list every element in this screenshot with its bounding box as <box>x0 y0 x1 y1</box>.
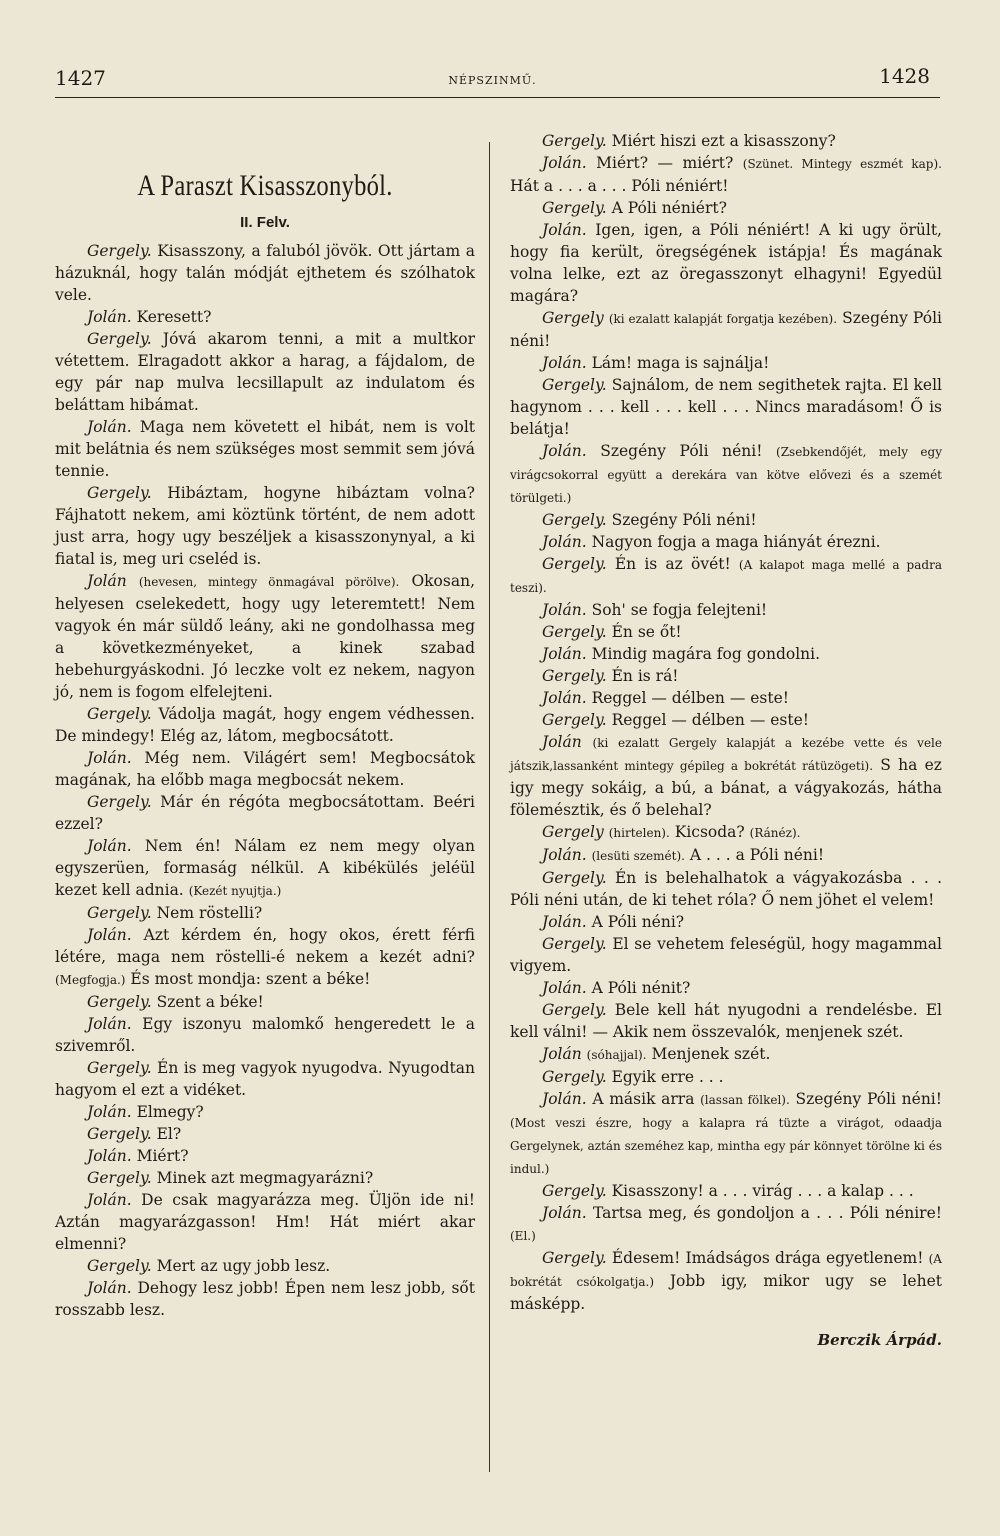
speaker-name: Jolán. <box>542 689 587 707</box>
dialogue-line <box>55 240 475 306</box>
dialogue-line <box>510 553 942 599</box>
dialogue-text: És most mondja: szent a béke! <box>130 970 371 988</box>
speaker-name: Gergely. <box>542 511 607 529</box>
dialogue-line <box>510 152 942 197</box>
dialogue-line <box>510 1202 942 1247</box>
stage-direction: (El.) <box>510 1229 536 1243</box>
dialogue-text: Menjenek szét. <box>651 1045 771 1063</box>
dialogue-text: Egy iszonyu malomkő hengeredett le a szivemről. <box>55 1015 475 1055</box>
speaker-name: Jolán. <box>542 442 587 460</box>
speaker-name: Jolán. <box>542 601 587 619</box>
dialogue-line <box>510 1247 942 1315</box>
stage-direction: (lesüti szemét). <box>591 849 685 863</box>
dialogue-line <box>510 219 942 307</box>
dialogue-text: Már én régóta megbocsátottam. Beéri ezzel? <box>55 793 475 833</box>
dialogue-line <box>510 531 942 553</box>
speaker-name: Jolán. <box>87 1191 132 1209</box>
speaker-name: Gergely. <box>542 1249 607 1267</box>
dialogue-line <box>510 999 942 1043</box>
stage-direction: (A bokrétát csókolgatja.) <box>510 1252 942 1289</box>
speaker-name: Gergely. <box>87 705 152 723</box>
dialogue-text: Én se őt! <box>611 623 682 641</box>
dialogue-text: Reggel — délben — este! <box>611 711 810 729</box>
dialogue-line <box>55 991 475 1013</box>
dialogue-line <box>55 1255 475 1277</box>
right-column <box>510 130 942 1351</box>
speaker-name: Jolán. <box>542 979 587 997</box>
dialogue-text: Szent a béke! <box>156 993 264 1011</box>
dialogue-line <box>55 902 475 924</box>
speaker-name: Jolán. <box>542 354 587 372</box>
dialogue-line <box>510 933 942 977</box>
dialogue-text: Maga nem követett el hibát, nem is volt mit belátnia és nem szükséges most semmit sem jóvá tennie. <box>55 418 475 480</box>
dialogue-line <box>55 791 475 835</box>
dialogue-text: Elmegy? <box>136 1103 204 1121</box>
author-signature: Berczik Árpád. <box>817 1331 942 1349</box>
dialogue-line <box>55 924 475 991</box>
dialogue-line <box>55 482 475 570</box>
dialogue-line <box>55 835 475 902</box>
speaker-name: Gergely. <box>542 132 607 150</box>
act-subtitle: II. Felv. <box>240 214 290 231</box>
speaker-name: Gergely. <box>87 793 152 811</box>
speaker-name: Gergely. <box>542 1068 607 1086</box>
speaker-name: Gergely <box>542 823 604 841</box>
dialogue-text: Soh' se fogja felejteni! <box>591 601 768 619</box>
stage-direction: (hirtelen). <box>608 826 670 840</box>
speaker-name: Gergely. <box>87 993 152 1011</box>
dialogue-text: Reggel — délben — este! <box>591 689 790 707</box>
speaker-name: Gergely. <box>542 935 607 953</box>
dialogue-text: Szegény Póli néni! <box>611 511 757 529</box>
dialogue-text: A másik arra <box>592 1090 695 1108</box>
dialogue-text: Szegény Póli néni! <box>795 1090 942 1108</box>
dialogue-line <box>55 306 475 328</box>
speaker-name: Gergely. <box>87 904 152 922</box>
speaker-name: Jolán. <box>87 418 132 436</box>
speaker-name: Gergely <box>542 309 604 327</box>
page-number-left: 1427 <box>55 66 106 90</box>
dialogue-line <box>55 1277 475 1321</box>
dialogue-text: Sajnálom, de nem segithetek rajta. El kell hagynom . . . kell . . . kell . . . Nincs maradásom! Ő is belátja! <box>510 376 942 438</box>
dialogue-line <box>55 703 475 747</box>
stage-direction: (hevesen, mintegy önmagával pörölve). <box>138 575 400 589</box>
page-header <box>55 60 930 100</box>
speaker-name: Jolán. <box>87 1279 132 1297</box>
speaker-name: Jolán. <box>87 1015 132 1033</box>
dialogue-line <box>510 130 942 152</box>
dialogue-line <box>510 687 942 709</box>
dialogue-text: S ha ez igy megy sokáig, a bú, a bánat, a vágyakozás, hátha fölemésztik, és ő belehal? <box>510 756 942 819</box>
dialogue-text: Nem röstelli? <box>156 904 263 922</box>
dialogue-text: Én is rá! <box>611 667 679 685</box>
dialogue-text: Én is meg vagyok nyugodva. Nyugodtan hagyom el ezt a vidéket. <box>55 1059 475 1099</box>
dialogue-line <box>510 643 942 665</box>
stage-direction: (Szünet. Mintegy eszmét kap). <box>742 157 942 171</box>
dialogue-line <box>510 731 942 821</box>
speaker-name: Gergely. <box>87 242 152 260</box>
dialogue-text: Keresett? <box>136 308 212 326</box>
dialogue-text: Lám! maga is sajnálja! <box>591 354 770 372</box>
header-rule <box>55 97 940 98</box>
dialogue-text: Jóvá akarom tenni, a mit a multkor vétettem. Elragadott akkor a harag, a fájdalom, de egy pár nap mulva lecsillapult az indulatom és beláttam hibámat. <box>55 330 475 414</box>
speaker-name: Jolán. <box>542 1090 587 1108</box>
right-dialogue <box>510 130 942 1315</box>
stage-direction: (lassan fölkel). <box>700 1093 790 1107</box>
speaker-name: Gergely. <box>542 376 607 394</box>
dialogue-line <box>510 665 942 687</box>
dialogue-text: Mindig magára fog gondolni. <box>591 645 821 663</box>
dialogue-text: Igen, igen, a Póli néniért! A ki ugy örült, hogy fia került, öregségének istápja! És magának volna lelke, ezt az öregasszonyt elhagyni! Egyedül magára? <box>510 221 942 305</box>
dialogue-line <box>510 1043 942 1066</box>
dialogue-line <box>510 867 942 911</box>
dialogue-text: Szegény Póli néni! <box>510 309 942 350</box>
dialogue-line <box>55 570 475 703</box>
dialogue-line <box>510 844 942 867</box>
speaker-name: Gergely. <box>87 1059 152 1077</box>
stage-direction: (ki ezalatt kalapját forgatja kezében). <box>608 312 838 326</box>
speaker-name: Jolán. <box>542 221 587 239</box>
dialogue-text: Én is belehalhatok a vágyakozásba . . . Póli néni után, de ki tehet róla? Ő nem jöhet el velem! <box>510 869 942 909</box>
dialogue-line <box>55 1101 475 1123</box>
speaker-name: Gergely. <box>542 711 607 729</box>
dialogue-text: Kisasszony! a . . . virág . . . a kalap . . . <box>611 1182 914 1200</box>
dialogue-text: Miért hiszi ezt a kisasszony? <box>611 132 836 150</box>
speaker-name: Gergely. <box>542 869 607 887</box>
dialogue-text: Azt kérdem én, hogy okos, érett férfi létére, maga nem röstelli-é nekem a kezét adni? <box>55 926 475 966</box>
speaker-name: Jolán. <box>87 749 132 767</box>
speaker-name: Jolán. <box>87 1147 132 1165</box>
dialogue-text: A . . . a Póli néni! <box>689 846 825 864</box>
dialogue-line <box>510 599 942 621</box>
speaker-name: Gergely. <box>87 330 152 348</box>
dialogue-text: Hibáztam, hogyne hibáztam volna? Fájhatott nekem, ami köztünk történt, de nem adott just arra, hogy ugy beszéljek a kisasszonynyal, a ki fiatal is, meg uri cseléd is. <box>55 484 475 568</box>
dialogue-text: Miért? <box>136 1147 189 1165</box>
dialogue-line <box>510 621 942 643</box>
dialogue-line <box>510 911 942 933</box>
dialogue-line <box>55 1057 475 1101</box>
dialogue-line <box>510 821 942 844</box>
speaker-name: Gergely. <box>542 199 607 217</box>
dialogue-text: Egyik erre . . . <box>611 1068 724 1086</box>
play-title: A Paraszt Kisasszonyból. <box>137 169 393 202</box>
dialogue-text: Vádolja magát, hogy engem védhessen. De mindegy! Elég az, látom, megbocsátott. <box>55 705 475 745</box>
dialogue-line <box>55 1145 475 1167</box>
stage-direction: (Most veszi észre, hogy a kalapra rá tüzte a virágot, odaadja Gergelynek, aztán szeméhez kap, mintha egy pár könnyet törölne ki és indul.) <box>510 1116 942 1176</box>
dialogue-line <box>510 307 942 352</box>
stage-direction: (Zsebkendőjét, mely egy virágcsokorral együtt a derekára van kötve elővezi és a szemét törülgeti.) <box>510 445 942 505</box>
left-dialogue <box>55 240 475 1321</box>
left-column <box>55 130 475 1321</box>
stage-direction: (Megfogja.) <box>55 973 126 987</box>
speaker-name: Jolán. <box>542 846 587 864</box>
speaker-name: Gergely. <box>542 1182 607 1200</box>
speaker-name: Gergely. <box>542 623 607 641</box>
dialogue-text: Nagyon fogja a maga hiányát érezni. <box>591 533 881 551</box>
speaker-name: Jolán <box>542 1045 582 1063</box>
dialogue-text: A Póli néni? <box>591 913 685 931</box>
speaker-name: Gergely. <box>87 484 152 502</box>
speaker-name: Jolán <box>542 733 582 751</box>
speaker-name: Jolán. <box>87 308 132 326</box>
dialogue-text: Hát a . . . a . . . Póli néniért! <box>510 177 729 195</box>
speaker-name: Gergely. <box>87 1125 152 1143</box>
dialogue-line <box>510 509 942 531</box>
dialogue-text: Édesem! Imádságos drága egyetlenem! <box>611 1249 924 1267</box>
dialogue-line <box>55 747 475 791</box>
dialogue-text: Még nem. Világért sem! Megbocsátok magának, ha előbb maga megbocsát nekem. <box>55 749 475 789</box>
dialogue-line <box>55 1013 475 1057</box>
speaker-name: Gergely. <box>542 1001 607 1019</box>
dialogue-text: Tartsa meg, és gondoljon a . . . Póli nénire! <box>592 1204 942 1222</box>
stage-direction: (sóhajjal). <box>586 1048 647 1062</box>
speaker-name: Jolán. <box>542 1204 587 1222</box>
dialogue-line <box>55 1123 475 1145</box>
dialogue-line <box>510 440 942 509</box>
stage-direction: (A kalapot maga mellé a padra teszi). <box>510 558 942 595</box>
dialogue-text: Okosan, helyesen cselekedett, hogy ugy leteremtett! Nem vagyok én már süldő leány, aki ne gondolhassa meg a következményeket, a kinek szabad hebehurgyáskodni. Jó leczke volt ez nekem, nagyon jó, nem is fogom elfelejteni. <box>55 572 475 701</box>
dialogue-line <box>510 709 942 731</box>
dialogue-text: Minek azt megmagyarázni? <box>156 1169 374 1187</box>
dialogue-line <box>55 1167 475 1189</box>
dialogue-text: De csak magyarázza meg. Üljön ide ni! Aztán magyarázgasson! Hm! Hát miért akar elmenni? <box>55 1191 475 1253</box>
dialogue-text: El se vehetem feleségül, hogy magammal vigyem. <box>510 935 942 975</box>
stage-direction: (Ránéz). <box>749 826 801 840</box>
speaker-name: Jolán. <box>542 645 587 663</box>
speaker-name: Jolán. <box>542 913 587 931</box>
dialogue-line <box>510 374 942 440</box>
dialogue-line <box>510 1066 942 1088</box>
dialogue-text: Bele kell hát nyugodni a rendelésbe. El kell válni! — Akik nem összevalók, menjenek szét. <box>510 1001 942 1041</box>
page-number-right: 1428 <box>879 64 930 88</box>
dialogue-text: El? <box>156 1125 182 1143</box>
speaker-name: Gergely. <box>87 1169 152 1187</box>
dialogue-text: Nem én! Nálam ez nem megy olyan egyszerüen, formaság nélkül. A kibékülés jeléül kezet kell adnia. <box>55 837 475 899</box>
dialogue-text: A Póli nénit? <box>591 979 691 997</box>
speaker-name: Jolán. <box>87 837 132 855</box>
dialogue-line <box>510 352 942 374</box>
dialogue-line <box>510 197 942 219</box>
speaker-name: Jolán. <box>87 926 132 944</box>
speaker-name: Gergely. <box>87 1257 152 1275</box>
dialogue-text: Én is az övét! <box>614 555 731 573</box>
dialogue-text: Szegény Póli néni! <box>600 442 763 460</box>
dialogue-text: Mert az ugy jobb lesz. <box>156 1257 331 1275</box>
dialogue-line <box>510 977 942 999</box>
running-title: NÉPSZINMŰ. <box>448 74 537 87</box>
speaker-name: Gergely. <box>542 667 607 685</box>
stage-direction: (ki ezalatt Gergely kalapját a kezébe vette és vele játszik,lassanként mintegy gépileg a bokrétát rátüzögeti). <box>510 736 942 773</box>
speaker-name: Jolán <box>87 572 127 590</box>
speaker-name: Jolán. <box>542 154 587 172</box>
dialogue-text: Kicsoda? <box>674 823 745 841</box>
stage-direction: (Kezét nyujtja.) <box>188 884 282 898</box>
dialogue-line <box>55 416 475 482</box>
speaker-name: Gergely. <box>542 555 607 573</box>
speaker-name: Jolán. <box>542 533 587 551</box>
dialogue-text: Miért? — miért? <box>596 154 734 172</box>
dialogue-line <box>55 328 475 416</box>
dialogue-text: Kisasszony, a faluból jövök. Ott jártam a házuknál, hogy talán módját ejthetem és szólhatok vele. <box>55 242 475 304</box>
dialogue-line <box>55 1189 475 1255</box>
dialogue-text: Jobb igy, mikor ugy se lehet másképp. <box>510 1272 942 1313</box>
dialogue-text: A Póli néniért? <box>611 199 727 217</box>
dialogue-line <box>510 1088 942 1180</box>
dialogue-text: Dehogy lesz jobb! Épen nem lesz jobb, sőt rosszabb lesz. <box>55 1279 475 1319</box>
column-divider <box>489 142 490 1472</box>
speaker-name: Jolán. <box>87 1103 132 1121</box>
dialogue-line <box>510 1180 942 1202</box>
